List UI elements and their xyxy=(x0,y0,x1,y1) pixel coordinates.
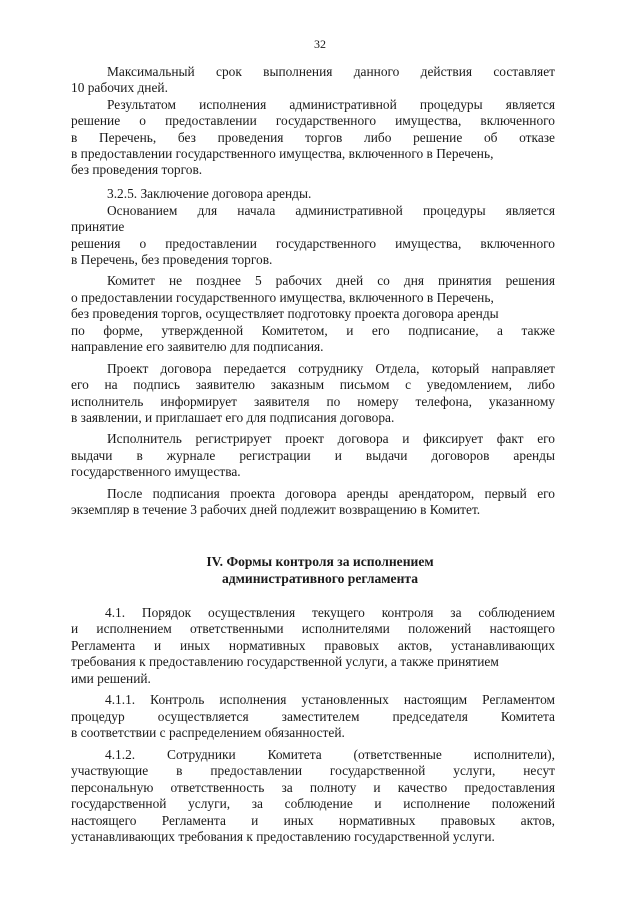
text-line: После подписания проекта договора аренды арендатором, первый его xyxy=(107,486,555,501)
text-line: участвующие в предоставлении государственной услуги, несут xyxy=(71,763,555,778)
text-line: требования к предоставлению государственной услуги, а также принятием xyxy=(71,654,499,669)
text-line: исполнитель информирует заявителя по номеру телефона, указанному xyxy=(71,394,555,409)
text-line: 4.1. Порядок осуществления текущего контроля за соблюдением xyxy=(105,605,555,620)
text-line: его на подпись заявителю заказным письмом с уведомлением, либо xyxy=(71,377,555,392)
text-line: Комитет не позднее 5 рабочих дней со дня принятия решения xyxy=(107,273,555,288)
text-line: в заявлении, и приглашает его для подписания договора. xyxy=(71,410,395,425)
text-line: устанавливающих требования к предоставлению государственной услуги. xyxy=(71,829,495,844)
text-line: без проведения торгов. xyxy=(71,162,203,177)
text-line: настоящего Регламента и иных нормативных правовых актов, xyxy=(71,813,555,828)
text-line: Максимальный срок выполнения данного действия составляет xyxy=(107,64,555,79)
section-heading: административного регламента xyxy=(221,571,419,586)
text-line: решения о предоставлении государственного имущества, включенного xyxy=(71,236,555,251)
text-line: о предоставлении государственного имущества, включенного в Перечень, xyxy=(71,290,494,305)
text-line: по форме, утвержденной Комитетом, и его подписание, а также xyxy=(71,323,555,338)
text-line: решение о предоставлении государственного имущества, включенного xyxy=(71,113,555,128)
text-line: Результатом исполнения административной процедуры является xyxy=(107,97,555,112)
page-number: 32 xyxy=(314,37,326,51)
text-line: государственной услуги, за соблюдение и исполнение положений xyxy=(71,796,555,811)
text-line: принятие xyxy=(71,219,125,234)
section-heading: IV. Формы контроля за исполнением xyxy=(206,554,434,569)
text-line: 4.1.1. Контроль исполнения установленных настоящим Регламентом xyxy=(105,692,555,707)
text-line: Исполнитель регистрирует проект договора и фиксирует факт его xyxy=(107,431,555,446)
text-line: в Перечень, без проведения торгов либо решение об отказе xyxy=(71,130,555,145)
text-line: выдачи в журнале регистрации и выдачи договоров аренды xyxy=(71,448,555,463)
text-line: без проведения торгов, осуществляет подготовку проекта договора аренды xyxy=(71,306,499,321)
text-line: государственного имущества. xyxy=(71,464,241,479)
text-line: 3.2.5. Заключение договора аренды. xyxy=(107,186,312,201)
text-line: 4.1.2. Сотрудники Комитета (ответственные исполнители), xyxy=(105,747,555,762)
text-line: Регламента и иных нормативных правовых актов, устанавливающих xyxy=(71,638,555,653)
text-line: 10 рабочих дней. xyxy=(71,80,168,95)
text-line: Проект договора передается сотруднику Отдела, который направляет xyxy=(107,361,555,376)
text-line: ими решений. xyxy=(71,671,151,686)
text-line: экземпляр в течение 3 рабочих дней подлежит возвращению в Комитет. xyxy=(71,502,481,517)
text-line: персональную ответственность за полноту и качество предоставления xyxy=(71,780,555,795)
text-line: в соответствии с распределением обязанностей. xyxy=(71,725,345,740)
text-line: процедур осуществляется заместителем председателя Комитета xyxy=(71,709,555,724)
text-line: в предоставлении государственного имущества, включенного в Перечень, xyxy=(71,146,494,161)
text-line: и исполнением ответственными исполнителями положений настоящего xyxy=(71,621,555,636)
text-line: Основанием для начала административной процедуры является xyxy=(107,203,555,218)
text-line: направление его заявителю для подписания. xyxy=(71,339,324,354)
text-line: в Перечень, без проведения торгов. xyxy=(71,252,273,267)
